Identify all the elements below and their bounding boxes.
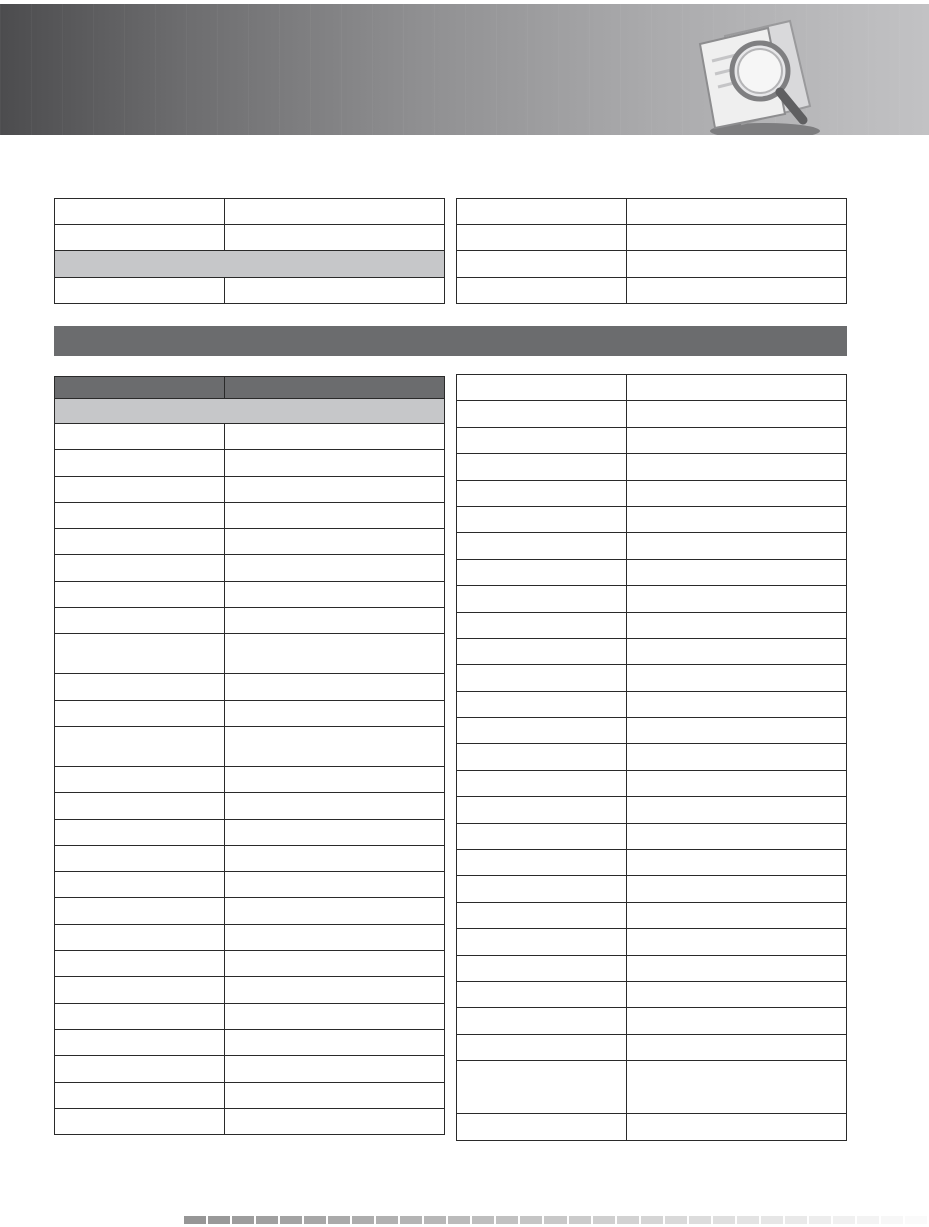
table-cell-label (55, 674, 225, 700)
table-cell-value (225, 1082, 445, 1108)
footer-segment (641, 1216, 663, 1224)
table-row (55, 700, 445, 726)
table-row (457, 797, 847, 823)
table-cell-value (225, 555, 445, 581)
table-cell-value (627, 1061, 847, 1114)
table-cell-label (55, 924, 225, 950)
table-cell-label (55, 726, 225, 766)
table-cell-label (457, 770, 627, 796)
table-row (55, 608, 445, 634)
footer-segment (689, 1216, 711, 1224)
table-cell-value (627, 1034, 847, 1060)
table-cell-label (55, 502, 225, 528)
table-subheader (55, 251, 445, 278)
table-cell-value (225, 450, 445, 476)
table-cell-label (55, 977, 225, 1003)
table-cell-value (627, 981, 847, 1007)
footer-segment (448, 1216, 470, 1224)
table-cell-value (627, 225, 847, 251)
table-cell-label (55, 225, 225, 251)
table-row (457, 251, 847, 278)
table-row (457, 401, 847, 427)
table-cell-value (627, 586, 847, 612)
footer-segment (809, 1216, 831, 1224)
footer-segment (761, 1216, 783, 1224)
table-header-row (55, 377, 445, 399)
footer-segment (833, 1216, 855, 1224)
table-row (55, 424, 445, 450)
table-cell-label (457, 981, 627, 1007)
table-cell-value (627, 770, 847, 796)
footer-segment (232, 1216, 254, 1224)
table-cell-value (627, 454, 847, 480)
footer-segment (520, 1216, 542, 1224)
table-cell-value (225, 502, 445, 528)
table-cell-value (225, 977, 445, 1003)
table-row (55, 199, 445, 225)
table-row (457, 533, 847, 559)
table-cell-label (55, 1029, 225, 1055)
main-right-spec-table (456, 374, 847, 1141)
footer-segment (593, 1216, 615, 1224)
table-row (457, 506, 847, 532)
table-cell-value (225, 634, 445, 674)
table-row (55, 1082, 445, 1108)
table-row (457, 1114, 847, 1140)
table-cell-label (55, 634, 225, 674)
table-cell-label (55, 898, 225, 924)
top-right-spec-table (456, 198, 847, 304)
table-cell-label (55, 555, 225, 581)
footer-segment (352, 1216, 374, 1224)
table-cell-value (627, 744, 847, 770)
footer-segment (208, 1216, 230, 1224)
table-cell-label (457, 876, 627, 902)
table-cell-label (457, 251, 627, 278)
table-row (457, 665, 847, 691)
table-cell-value (627, 929, 847, 955)
table-cell-value (627, 401, 847, 427)
table-row (55, 977, 445, 1003)
table-cell-label (457, 718, 627, 744)
table-cell-value (627, 902, 847, 928)
table-cell-label (457, 1114, 627, 1140)
table-cell-value (225, 199, 445, 225)
top-left-spec-table (54, 198, 445, 304)
table-row (55, 872, 445, 898)
header-banner (0, 4, 929, 135)
footer-segment (376, 1216, 398, 1224)
table-cell-value (225, 1029, 445, 1055)
table-cell-label (457, 533, 627, 559)
table-row (457, 902, 847, 928)
table-cell-value (627, 638, 847, 664)
table-cell-value (627, 199, 847, 225)
table-cell-label (55, 199, 225, 225)
table-cell-value (225, 225, 445, 251)
table-cell-value (225, 476, 445, 502)
table-row (55, 1108, 445, 1134)
table-cell-label (457, 691, 627, 717)
table-cell-label (457, 850, 627, 876)
table-cell-value (627, 823, 847, 849)
table-cell-label (55, 608, 225, 634)
table-cell-label (55, 278, 225, 304)
table-cell-value (225, 898, 445, 924)
footer-segment (184, 1216, 206, 1224)
footer-segment (665, 1216, 687, 1224)
table-cell-value (627, 612, 847, 638)
footer-segment (713, 1216, 735, 1224)
table-row (55, 225, 445, 251)
table-cell-value (627, 1114, 847, 1140)
table-cell-label (457, 427, 627, 453)
table-subheader-row (55, 399, 445, 424)
table-cell-label (457, 929, 627, 955)
table-cell-value (225, 766, 445, 792)
table-cell-value (225, 793, 445, 819)
table-header-label (55, 377, 225, 399)
table-cell-label (55, 1108, 225, 1134)
table-row (55, 898, 445, 924)
footer-segment (737, 1216, 759, 1224)
table-cell-label (55, 700, 225, 726)
footer-segment (905, 1216, 927, 1224)
table-row (55, 1003, 445, 1029)
table-row (55, 951, 445, 977)
table-cell-label (457, 744, 627, 770)
table-row (457, 1008, 847, 1034)
table-cell-label (457, 278, 627, 304)
footer-segment (857, 1216, 879, 1224)
table-subheader-row (55, 251, 445, 278)
table-row (55, 819, 445, 845)
table-row (457, 1034, 847, 1060)
table-subheader (55, 399, 445, 424)
table-cell-label (457, 1061, 627, 1114)
table-cell-label (55, 1003, 225, 1029)
footer-segment (304, 1216, 326, 1224)
table-row (55, 502, 445, 528)
table-cell-value (627, 850, 847, 876)
table-row (457, 278, 847, 304)
table-row (457, 929, 847, 955)
table-cell-label (457, 401, 627, 427)
table-cell-label (457, 612, 627, 638)
table-cell-label (457, 797, 627, 823)
table-cell-value (225, 1056, 445, 1082)
table-row (457, 718, 847, 744)
table-row (55, 529, 445, 555)
table-row (457, 427, 847, 453)
table-cell-value (627, 797, 847, 823)
main-left-spec-table (54, 376, 445, 1135)
table-cell-value (627, 506, 847, 532)
table-cell-label (457, 823, 627, 849)
footer-segment (881, 1216, 903, 1224)
table-cell-label (457, 506, 627, 532)
table-row (457, 586, 847, 612)
table-cell-value (225, 1108, 445, 1134)
table-cell-value (225, 700, 445, 726)
footer-segment (256, 1216, 278, 1224)
table-row (55, 581, 445, 607)
table-cell-label (55, 793, 225, 819)
table-cell-value (225, 872, 445, 898)
table-cell-value (225, 608, 445, 634)
footer-segment (328, 1216, 350, 1224)
footer-segment (280, 1216, 302, 1224)
footer-segment (496, 1216, 518, 1224)
table-row (55, 634, 445, 674)
table-row (457, 744, 847, 770)
table-cell-label (55, 819, 225, 845)
table-cell-label (457, 1034, 627, 1060)
table-row (457, 691, 847, 717)
table-cell-value (225, 1003, 445, 1029)
table-cell-label (457, 1008, 627, 1034)
table-cell-value (627, 375, 847, 401)
table-cell-value (627, 251, 847, 278)
table-cell-label (55, 951, 225, 977)
table-cell-label (457, 225, 627, 251)
table-row (457, 225, 847, 251)
table-cell-value (225, 726, 445, 766)
table-cell-value (627, 480, 847, 506)
table-row (457, 638, 847, 664)
table-cell-value (627, 665, 847, 691)
table-cell-label (55, 476, 225, 502)
table-cell-label (55, 450, 225, 476)
footer-segment (617, 1216, 639, 1224)
table-row (55, 1056, 445, 1082)
table-cell-value (627, 427, 847, 453)
table-row (55, 793, 445, 819)
table-cell-label (55, 766, 225, 792)
table-row (55, 555, 445, 581)
table-cell-value (225, 819, 445, 845)
footer-segment (544, 1216, 566, 1224)
table-row (55, 278, 445, 304)
section-title-bar (54, 326, 847, 356)
table-cell-label (55, 529, 225, 555)
footer-segment (424, 1216, 446, 1224)
footer-segment (400, 1216, 422, 1224)
table-row (55, 476, 445, 502)
footer-segment (785, 1216, 807, 1224)
table-row (55, 845, 445, 871)
table-cell-label (457, 480, 627, 506)
table-row (457, 199, 847, 225)
table-cell-value (225, 674, 445, 700)
table-row (457, 876, 847, 902)
table-cell-value (225, 845, 445, 871)
table-cell-value (225, 581, 445, 607)
table-row (457, 1061, 847, 1114)
table-row (55, 450, 445, 476)
table-cell-label (457, 559, 627, 585)
table-row (457, 559, 847, 585)
table-cell-value (627, 955, 847, 981)
footer-segment (472, 1216, 494, 1224)
table-cell-label (457, 199, 627, 225)
table-cell-value (225, 278, 445, 304)
table-row (457, 981, 847, 1007)
footer-gradient-bar (184, 1216, 929, 1224)
table-row (55, 1029, 445, 1055)
table-cell-label (55, 1082, 225, 1108)
table-cell-label (457, 375, 627, 401)
table-cell-value (627, 278, 847, 304)
table-cell-label (55, 424, 225, 450)
table-cell-value (225, 424, 445, 450)
table-cell-label (55, 845, 225, 871)
table-cell-label (457, 454, 627, 480)
table-cell-value (627, 533, 847, 559)
table-cell-value (225, 951, 445, 977)
table-cell-value (627, 1008, 847, 1034)
table-cell-label (457, 586, 627, 612)
table-row (55, 924, 445, 950)
table-row (55, 726, 445, 766)
table-cell-label (457, 902, 627, 928)
table-row (457, 770, 847, 796)
table-cell-value (627, 691, 847, 717)
table-cell-label (457, 955, 627, 981)
table-cell-label (55, 1056, 225, 1082)
table-cell-label (457, 665, 627, 691)
table-row (457, 955, 847, 981)
footer-segment (569, 1216, 591, 1224)
document-magnifier-icon (680, 16, 830, 135)
table-header-value (225, 377, 445, 399)
table-row (457, 850, 847, 876)
table-row (55, 766, 445, 792)
table-row (457, 454, 847, 480)
table-row (457, 480, 847, 506)
table-cell-value (627, 559, 847, 585)
table-cell-value (627, 876, 847, 902)
table-cell-value (225, 529, 445, 555)
table-row (55, 674, 445, 700)
table-cell-label (55, 581, 225, 607)
table-cell-value (627, 718, 847, 744)
table-row (457, 612, 847, 638)
table-cell-value (225, 924, 445, 950)
table-cell-label (55, 872, 225, 898)
table-row (457, 375, 847, 401)
table-cell-label (457, 638, 627, 664)
table-row (457, 823, 847, 849)
